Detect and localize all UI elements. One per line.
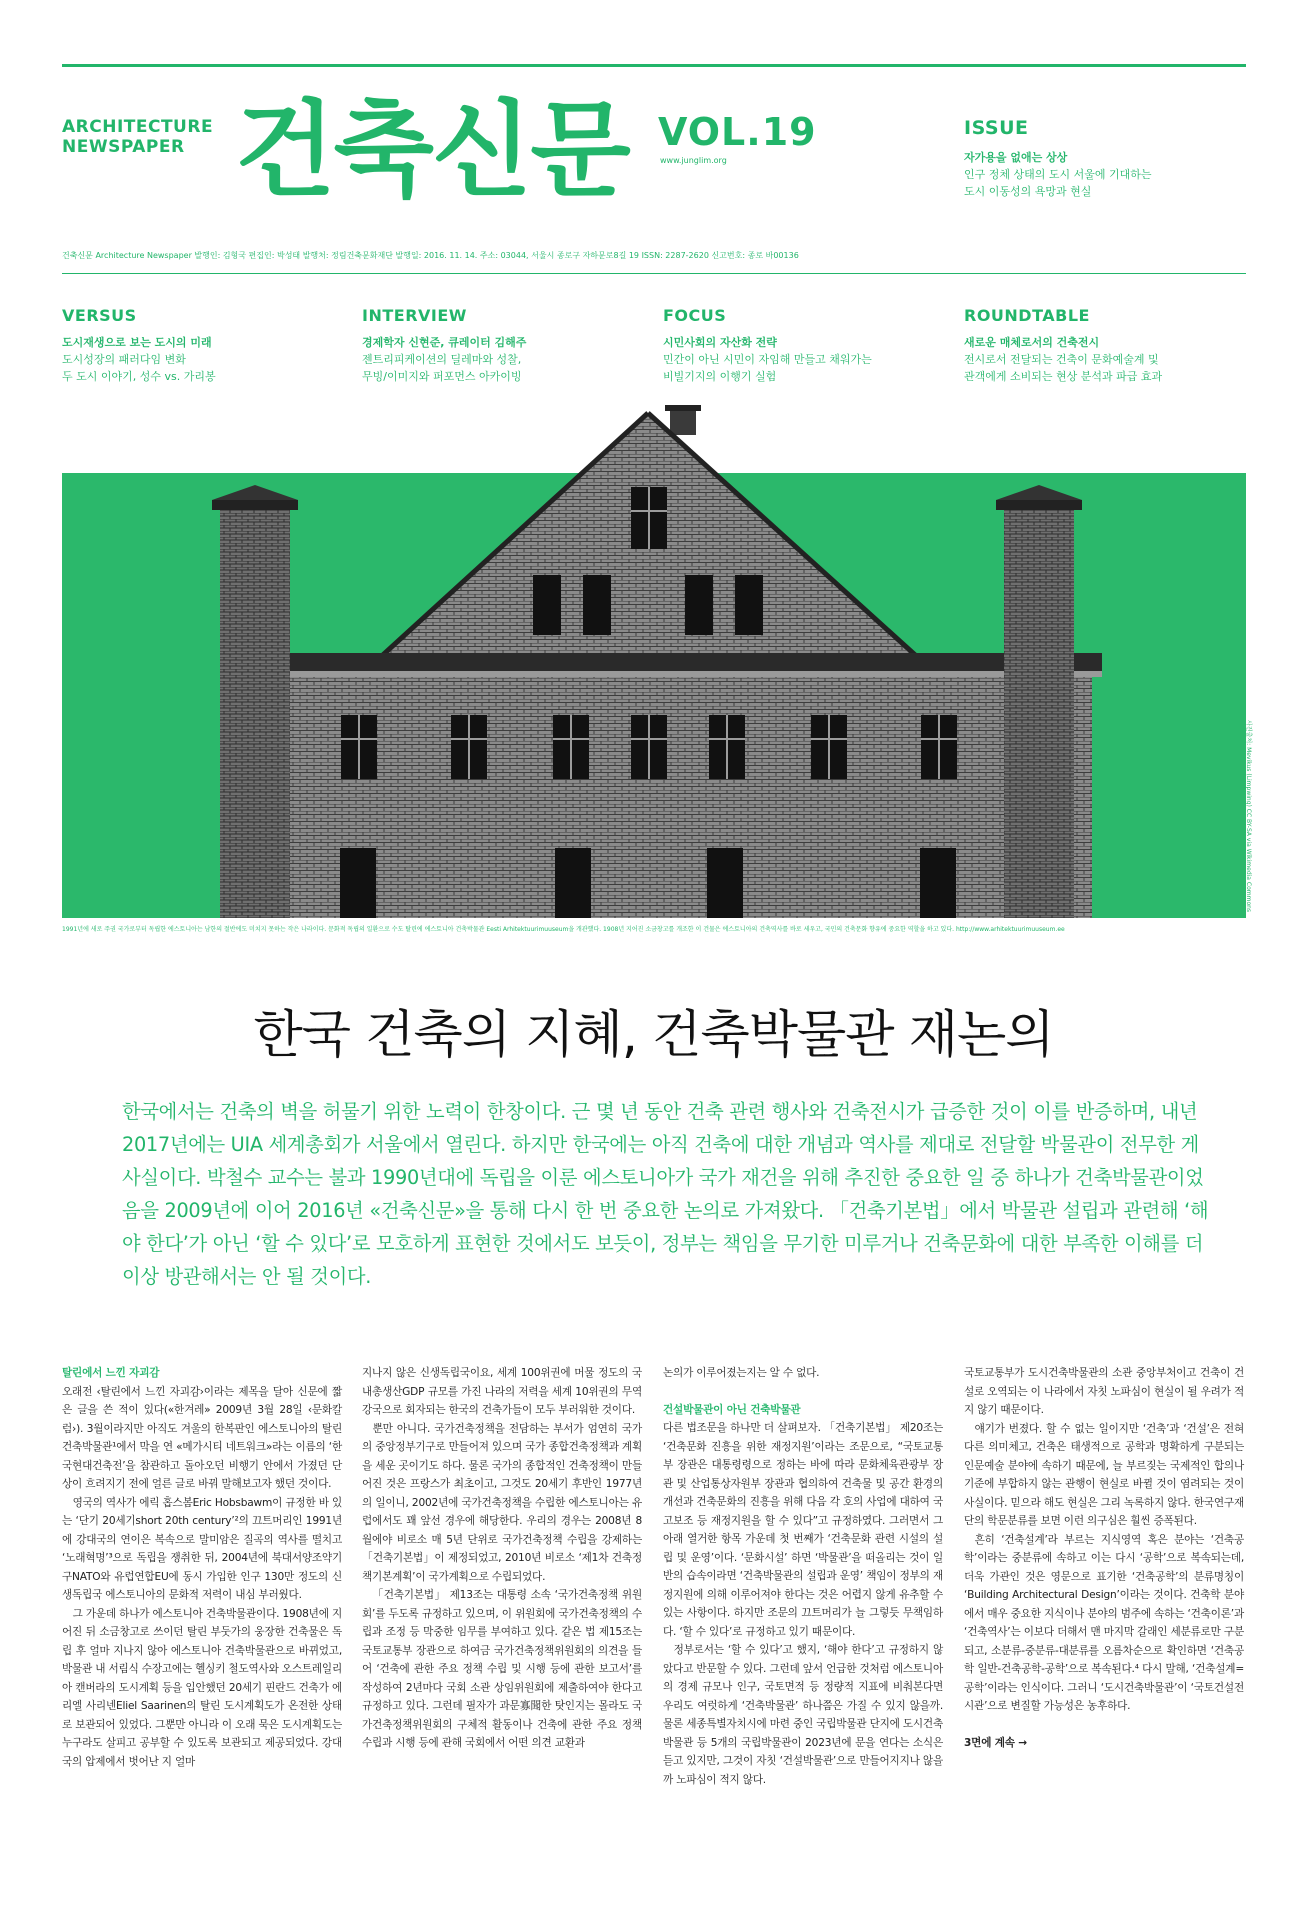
column-paragraph: 오래전 ‹탈린에서 느낀 자괴감›이라는 제목을 달아 신문에 짧은 글을 쓴 적이 있다(«한겨레» 2009년 3월 28일 ‹문화칼럼›). 3월이라지만 아직도 겨울의 한복판인 에스토니아의 탈린 건축박물관¹에서 막을 연 «메가시티 네트워크»라는 이름의 ‘한국현대건축전’을 참관하고 돌아오던 비행기 안에서 가졌던 단상이 흐려지기 전에 얼른 글로 바꿔 말해보고자 했던 것이다.	[62, 1385, 342, 1490]
column-paragraph: 뿐만 아니다. 국가건축정책을 전담하는 부서가 엄연히 국가의 중앙정부기구로 만들어져 있으며 국가 종합건축정책과 계획을 세운 곳이기도 하다. 물론 국가의 종합적인 건축정책이 만들어진 것은 프랑스가 최초이고, 그것도 20세기 후반인 1977년의 일이니, 2002년에 국가건축정책을 수립한 에스토니아는 유럽에서도 꽤 앞선 경우에 해당한다. 우리의 경우는 2008년 8월에야 비로소 매 5년 단위로 국가건축정책 수립을 강제하는 「건축기본법」이 제정되었고, 2010년 비로소 ‘제1차 건축정책기본계획’이 국가계획으로 수립되었다.	[362, 1422, 642, 1583]
section-focus	[663, 306, 953, 385]
column-subheading: 탈린에서 느낀 자괴감	[62, 1367, 160, 1379]
article-column-4	[964, 1364, 1244, 1752]
hero-image	[62, 405, 1246, 918]
section-line: 젠트리피케이션의 딜레마와 성찰,	[362, 353, 522, 366]
top-rule	[62, 64, 1246, 67]
issue-box	[964, 116, 1246, 200]
building-illustration	[62, 405, 1246, 918]
section-label: ROUNDTABLE	[964, 306, 1090, 325]
section-head: 경제학자 신현준, 큐레이터 김해주	[362, 336, 527, 349]
section-interview	[362, 306, 652, 385]
website-url[interactable]: www.junglim.org	[660, 156, 727, 165]
section-versus	[62, 306, 352, 385]
section-line: 무빙/이미지와 퍼포먼스 아카이빙	[362, 370, 522, 383]
masthead-title: 건축신문	[235, 89, 629, 211]
issue-body-line2: 도시 이동성의 욕망과 현실	[964, 185, 1092, 198]
column-paragraph: 그 가운데 하나가 에스토니아 건축박물관이다. 1908년에 지어진 뒤 소금창고로 쓰이던 탈린 부둣가의 웅장한 건축물은 독립 후 얼마 지나지 않아 에스토니아 건축박물관으로 바뀌었고, 박물관 내 서림식 수장고에는 헬싱키 철도역사와 오스트레일리아 캔버라의 도시계획 등을 입안했던 20세기 핀란드 건축가 에리엘 사리넨Eliel Saarinen의 탈린 도시계획도가 온전한 상태로 보관되어 있었다. 그뿐만 아니라 이 오래 묵은 도시계획도는 누구라도 살피고 공부할 수 있도록 보관되고 제공되었다. 강대국의 압제에서 벗어난 지 얼마	[62, 1607, 342, 1768]
issue-head: 자가용을 없애는 상상	[964, 151, 1068, 164]
article-column-3	[663, 1364, 943, 1789]
section-line: 전시로서 전달되는 건축이 문화예술계 및	[964, 353, 1159, 366]
image-caption: 1991년에 새로 주권 국가로부터 독립한 에스토니아는 남한의 절반에도 미치지 못하는 작은 나라이다. 문화적 독립의 일환으로 수도 탈린에 에스토니아 건축박물관 Eesti Arhitektuurimuuseum을 개관했다. 1908년 지어진 소금창고를 개조한 이 건물은 에스토니아의 건축역사를 바로 세우고, 국민의 건축문화 향유에 중요한 역할을 하고 있다. http://www.arhitektuurimuuseum.ee	[62, 926, 1065, 933]
column-paragraph: 다른 법조문을 하나만 더 살펴보자. 「건축기본법」 제20조는 ‘건축문화 진흥을 위한 재정지원’이라는 조문으로, “국토교통부 장관은 대통령령으로 정하는 바에 따라 문화체육관광부 장관 및 산업통상자원부 장관과 협의하여 건축물 및 공간 환경의 개선과 건축문화의 진흥을 위해 다음 각 호의 사업에 대하여 국고보조 등 재정지원을 할 수 있다”고 규정하였다. 그러면서 그 아래 열거한 항목 가운데 첫 번째가 ‘건축문화 관련 시설의 설립 및 운영’이다. ‘문화시설’ 하면 ‘박물관’을 떠올리는 것이 일반의 습속이라면 ‘건축박물관의 설립과 운영’ 책임이 정부의 재정지원에 의해 이루어져야 한다는 것은 어렵지 않게 유추할 수 있는 사항이다. 하지만 조문의 끄트머리가 늘 그렇듯 무책임하다. ‘할 수 있다’로 규정하고 있기 때문이다.	[663, 1422, 943, 1638]
column-paragraph: 얘기가 번졌다. 할 수 없는 일이지만 ‘건축’과 ‘건설’은 전혀 다른 의미체고, 건축은 태생적으로 공학과 명확하게 구분되는 인문예술 분야에 속하기 때문에, 늘 부르짖는 국제적인 합의나 기준에 부합하지 않는 관행이 현실로 바뀔 것이 염려되는 것이 사실이다. 믿으라 해도 현실은 그리 녹록하지 않다. 한국연구재단의 학문분류를 보면 이런 의구심은 훨씬 증폭된다.	[964, 1422, 1244, 1527]
section-label: INTERVIEW	[362, 306, 467, 325]
section-line: 관객에게 소비되는 현상 분석과 파급 효과	[964, 370, 1163, 383]
column-paragraph: 영국의 역사가 에릭 홉스봄Eric Hobsbawm이 규정한 바 있는 ‘단기 20세기short 20th century’²의 끄트머리인 1991년에 강대국의 연이은 복속으로 말미암은 질곡의 역사를 떨치고 ‘노래혁명’³으로 독립을 쟁취한 뒤, 2004년에 북대서양조약기구NATO와 유럽연합EU에 동시 가입한 인구 130만 정도의 신생독립국 에스토니아의 문화적 저력이 내심 부러웠다.	[62, 1496, 342, 1601]
section-line: 도시성장의 패러다임 변화	[62, 353, 186, 366]
section-head: 시민사회의 자산화 전략	[663, 336, 777, 349]
column-paragraph: 흔히 ‘건축설계’라 부르는 지식영역 혹은 분야는 ‘건축공학’이라는 중분류에 속하고 이는 다시 ‘공학’으로 복속되는데, 더욱 가관인 것은 영문으로 표기한 ‘건축공학’의 분류명칭이 ‘Building Architectural Design’이라는 것이다. 건축학 분야에서 매우 중요한 지식이나 분야의 범주에 속하는 ‘건축이론’과 ‘건축역사’는 이보다 더해서 맨 마지막 갈래인 세분류로만 구분되고, 소분류-중분류-대분류를 오름차순으로 확인하면 ‘건축공학 일반-건축공학-공학’으로 복속된다.⁴ 다시 말해, ‘건축설계=공학’이라는 인식이다. 그러니 ‘도시건축박물관’이 ‘국토건설전시관’으로 변질할 가능성은 농후하다.	[964, 1533, 1244, 1712]
section-label: VERSUS	[62, 306, 137, 325]
column-paragraph: 「건축기본법」 제13조는 대통령 소속 ‘국가건축정책 위원회’를 두도록 규정하고 있으며, 이 위원회에 국가건축정책의 수립과 조정 등 막중한 임무를 부여하고 있다. 같은 법 제15조는 국토교통부 장관으로 하여금 국가건축정책위원회의 의견을 들어 ‘건축에 관한 주요 정책 수립 및 시행 등에 관한 보고서’를 작성하여 2년마다 국회 소관 상임위원회에 제출하여야 한다고 규정하고 있다. 그런데 필자가 과문寡聞한 탓인지는 몰라도 국가건축정책위원회의 구체적 활동이나 건축에 관한 주요 정책 수립과 시행 등에 관해 국회에서 어떤 의견 교환과	[362, 1589, 642, 1749]
section-line: 민간이 아닌 시민이 자임해 만들고 채워가는	[663, 353, 872, 366]
volume-number: VOL.19	[658, 110, 817, 154]
publication-info: 건축신문 Architecture Newspaper 발행인: 김형국 편집인: 박성태 발행처: 정림건축문화재단 발행일: 2016. 11. 14. 주소: 03044, 서울시 종로구 자하문로8길 19 ISSN: 2287-2620 신고번호: 종로 바00136	[62, 251, 799, 260]
section-roundtable	[964, 306, 1254, 385]
masthead-english	[62, 117, 213, 157]
article-lead: 한국에서는 건축의 벽을 허물기 위한 노력이 한창이다. 근 몇 년 동안 건축 관련 행사와 건축전시가 급증한 것이 이를 반증하며, 내년 2017년에는 UIA 세계총회가 서울에서 열린다. 하지만 한국에는 아직 건축에 대한 개념과 역사를 제대로 전달할 박물관이 전무한 게 사실이다. 박철수 교수는 불과 1990년대에 독립을 이룬 에스토니아가 국가 재건을 위해 추진한 중요한 일 중 하나가 건축박물관이었음을 2009년에 이어 2016년 «건축신문»을 통해 다시 한 번 중요한 논의로 가져왔다. 「건축기본법」에서 박물관 설립과 관련해 ‘해야 한다’가 아닌 ‘할 수 있다’로 모호하게 표현한 것에서도 보듯이, 정부는 책임을 무기한 미루거나 건축문화에 대한 부족한 이해를 더 이상 방관해서는 안 될 것이다.	[122, 1100, 1209, 1288]
column-paragraph: 지나지 않은 신생독립국이요, 세계 100위권에 머물 정도의 국내총생산GDP 규모를 가진 나라의 저력을 세계 10위권의 무역 강국으로 회자되는 한국의 건축가들이 모두 부러워한 것이다.	[362, 1367, 642, 1416]
issue-label: ISSUE	[964, 117, 1029, 139]
section-label: FOCUS	[663, 306, 727, 325]
section-head: 새로운 매체로서의 건축전시	[964, 336, 1100, 349]
masthead-english-line2: NEWSPAPER	[62, 137, 185, 157]
article-column-2	[362, 1364, 642, 1753]
column-paragraph: 국토교통부가 도시건축박물관의 소관 중앙부처이고 건축이 건설로 오역되는 이 나라에서 자칫 노파심이 현실이 될 우려가 적지 않기 때문이다.	[964, 1367, 1244, 1416]
column-paragraph: 정부로서는 ‘할 수 있다’고 했지, ‘해야 한다’고 규정하지 않았다고 반문할 수 있다. 그런데 앞서 언급한 것처럼 에스토니아의 경제 규모나 인구, 국토면적 등 정량적 지표에 비춰본다면 우리도 여럿하게 ‘건축박물관’ 하나쯤은 가질 수 있지 않을까. 물론 세종특별자치시에 마련 중인 국립박물관 단지에 도시건축박물관 등 5개의 국립박물관이 2023년에 문을 연다는 소식은 듣고 있지만, 그것이 자칫 ‘건설박물관’으로 만들어지지나 않을까 노파심이 적지 않다.	[663, 1644, 943, 1786]
section-head: 도시재생으로 보는 도시의 미래	[62, 336, 212, 349]
issue-body-line1: 인구 정체 상태의 도시 서울에 기대하는	[964, 168, 1152, 181]
column-paragraph: 논의가 이루어졌는지는 알 수 없다.	[663, 1367, 820, 1379]
continued-link[interactable]: 3면에 계속 →	[964, 1736, 1027, 1749]
photo-credit: 사진출처: Mevikus (Limpwing) CC BY-SA via Wikimedia Commons	[1245, 720, 1252, 913]
masthead-english-line1: ARCHITECTURE	[62, 117, 214, 137]
article-column-1	[62, 1364, 342, 1771]
column-subheading: 건설박물관이 아닌 건축박물관	[663, 1403, 801, 1416]
article-headline: 한국 건축의 지혜, 건축박물관 재논의	[253, 1006, 1054, 1065]
section-line: 두 도시 이야기, 성수 vs. 가리봉	[62, 370, 216, 383]
section-line: 비빌기지의 이행기 실험	[663, 370, 777, 383]
divider-rule	[62, 273, 1246, 274]
